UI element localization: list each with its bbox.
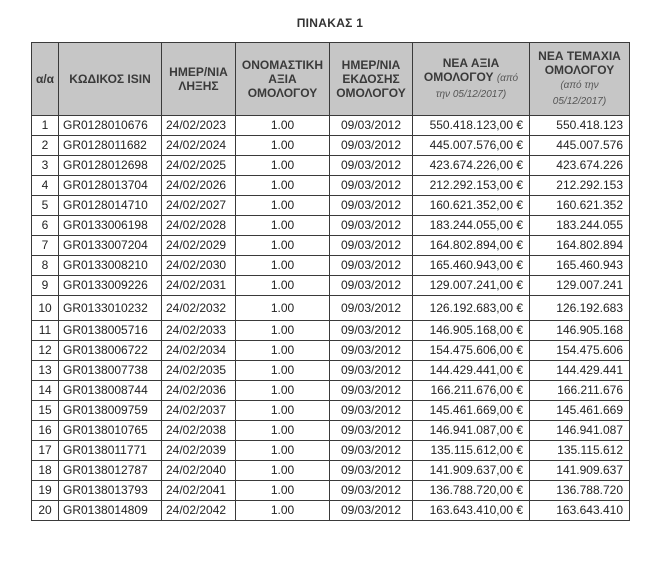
issue-date-cell: 09/03/2012 [330, 196, 413, 216]
header-new-units [530, 43, 630, 116]
header-index [32, 43, 59, 116]
new-units-cell: 135.115.612 [530, 441, 630, 461]
header-isin-label: ΚΩΔΙΚΟΣ ISIN [69, 72, 151, 86]
nominal-value-cell: 1.00 [236, 116, 330, 136]
header-maturity-label: ΗΜΕΡ/ΝΙΑ ΛΗΞΗΣ [169, 65, 228, 93]
header-index-label: α/α [35, 72, 55, 86]
table-row [32, 441, 630, 461]
maturity-date-cell: 24/02/2033 [162, 321, 236, 341]
isin-cell: GR0138014809 [59, 501, 162, 521]
nominal-value-cell: 1.00 [236, 481, 330, 501]
new-value-cell: 135.115.612,00 € [413, 441, 530, 461]
issue-date-cell: 09/03/2012 [330, 441, 413, 461]
isin-cell: GR0128014710 [59, 196, 162, 216]
header-nominal-value [236, 43, 330, 116]
maturity-date-cell: 24/02/2028 [162, 216, 236, 236]
table-row [32, 116, 630, 136]
issue-date-cell: 09/03/2012 [330, 116, 413, 136]
isin-cell: GR0138008744 [59, 381, 162, 401]
maturity-date-cell: 24/02/2034 [162, 341, 236, 361]
maturity-date-cell: 24/02/2040 [162, 461, 236, 481]
issue-date-cell: 09/03/2012 [330, 156, 413, 176]
new-value-cell: 423.674.226,00 € [413, 156, 530, 176]
table-row [32, 156, 630, 176]
maturity-date-cell: 24/02/2027 [162, 196, 236, 216]
row-index: 9 [32, 276, 59, 296]
header-new-units-label: ΝΕΑ ΤΕΜΑΧΙΑ ΟΜΟΛΟΓΟΥ [538, 49, 621, 77]
issue-date-cell: 09/03/2012 [330, 296, 413, 321]
new-units-cell: 145.461.669 [530, 401, 630, 421]
row-index: 10 [32, 296, 59, 321]
table-row [32, 276, 630, 296]
nominal-value-cell: 1.00 [236, 501, 330, 521]
new-units-cell: 165.460.943 [530, 256, 630, 276]
table-row [32, 176, 630, 196]
row-index: 18 [32, 461, 59, 481]
isin-cell: GR0128013704 [59, 176, 162, 196]
maturity-date-cell: 24/02/2041 [162, 481, 236, 501]
issue-date-cell: 09/03/2012 [330, 256, 413, 276]
maturity-date-cell: 24/02/2035 [162, 361, 236, 381]
isin-cell: GR0138006722 [59, 341, 162, 361]
new-value-cell: 166.211.676,00 € [413, 381, 530, 401]
new-value-cell: 212.292.153,00 € [413, 176, 530, 196]
new-units-cell: 423.674.226 [530, 156, 630, 176]
table-row [32, 341, 630, 361]
new-units-cell: 141.909.637 [530, 461, 630, 481]
nominal-value-cell: 1.00 [236, 321, 330, 341]
nominal-value-cell: 1.00 [236, 256, 330, 276]
new-value-cell: 145.461.669,00 € [413, 401, 530, 421]
nominal-value-cell: 1.00 [236, 156, 330, 176]
new-units-cell: 183.244.055 [530, 216, 630, 236]
header-row [32, 43, 630, 116]
issue-date-cell: 09/03/2012 [330, 341, 413, 361]
row-index: 15 [32, 401, 59, 421]
isin-cell: GR0133006198 [59, 216, 162, 236]
row-index: 16 [32, 421, 59, 441]
new-units-cell: 445.007.576 [530, 136, 630, 156]
table-row [32, 216, 630, 236]
table-row [32, 461, 630, 481]
new-value-cell: 144.429.441,00 € [413, 361, 530, 381]
new-units-cell: 154.475.606 [530, 341, 630, 361]
new-value-cell: 146.905.168,00 € [413, 321, 530, 341]
nominal-value-cell: 1.00 [236, 216, 330, 236]
new-units-cell: 126.192.683 [530, 296, 630, 321]
nominal-value-cell: 1.00 [236, 461, 330, 481]
row-index: 5 [32, 196, 59, 216]
new-units-cell: 144.429.441 [530, 361, 630, 381]
issue-date-cell: 09/03/2012 [330, 216, 413, 236]
maturity-date-cell: 24/02/2025 [162, 156, 236, 176]
isin-cell: GR0128012698 [59, 156, 162, 176]
table-header [32, 43, 630, 116]
table-row [32, 421, 630, 441]
isin-cell: GR0138011771 [59, 441, 162, 461]
isin-cell: GR0138009759 [59, 401, 162, 421]
table-row [32, 236, 630, 256]
issue-date-cell: 09/03/2012 [330, 381, 413, 401]
nominal-value-cell: 1.00 [236, 276, 330, 296]
header-issue-label: ΗΜΕΡ/ΝΙΑ ΕΚΔΟΣΗΣ ΟΜΟΛΟΓΟΥ [336, 58, 406, 100]
nominal-value-cell: 1.00 [236, 296, 330, 321]
new-units-cell: 136.788.720 [530, 481, 630, 501]
maturity-date-cell: 24/02/2029 [162, 236, 236, 256]
table-row [32, 196, 630, 216]
new-value-cell: 126.192.683,00 € [413, 296, 530, 321]
isin-cell: GR0128010676 [59, 116, 162, 136]
row-index: 14 [32, 381, 59, 401]
table-row [32, 401, 630, 421]
row-index: 7 [32, 236, 59, 256]
issue-date-cell: 09/03/2012 [330, 136, 413, 156]
isin-cell: GR0138012787 [59, 461, 162, 481]
new-value-cell: 165.460.943,00 € [413, 256, 530, 276]
issue-date-cell: 09/03/2012 [330, 361, 413, 381]
new-value-cell: 550.418.123,00 € [413, 116, 530, 136]
issue-date-cell: 09/03/2012 [330, 501, 413, 521]
isin-cell: GR0133008210 [59, 256, 162, 276]
table-row [32, 501, 630, 521]
new-units-cell: 164.802.894 [530, 236, 630, 256]
header-new-value-note: (από την 05/12/2017) [435, 73, 519, 100]
isin-cell: GR0138007738 [59, 361, 162, 381]
table-row [32, 361, 630, 381]
row-index: 17 [32, 441, 59, 461]
new-units-cell: 166.211.676 [530, 381, 630, 401]
issue-date-cell: 09/03/2012 [330, 276, 413, 296]
table-row [32, 481, 630, 501]
issue-date-cell: 09/03/2012 [330, 176, 413, 196]
issue-date-cell: 09/03/2012 [330, 421, 413, 441]
maturity-date-cell: 24/02/2023 [162, 116, 236, 136]
isin-cell: GR0128011682 [59, 136, 162, 156]
isin-cell: GR0138013793 [59, 481, 162, 501]
isin-cell: GR0133007204 [59, 236, 162, 256]
row-index: 20 [32, 501, 59, 521]
issue-date-cell: 09/03/2012 [330, 461, 413, 481]
header-issue-date [330, 43, 413, 116]
new-units-cell: 129.007.241 [530, 276, 630, 296]
isin-cell: GR0138005716 [59, 321, 162, 341]
issue-date-cell: 09/03/2012 [330, 401, 413, 421]
issue-date-cell: 09/03/2012 [330, 236, 413, 256]
maturity-date-cell: 24/02/2030 [162, 256, 236, 276]
new-units-cell: 163.643.410 [530, 501, 630, 521]
table-body [32, 116, 630, 521]
maturity-date-cell: 24/02/2038 [162, 421, 236, 441]
row-index: 4 [32, 176, 59, 196]
new-units-cell: 146.905.168 [530, 321, 630, 341]
nominal-value-cell: 1.00 [236, 176, 330, 196]
table-row [32, 136, 630, 156]
nominal-value-cell: 1.00 [236, 361, 330, 381]
nominal-value-cell: 1.00 [236, 341, 330, 361]
header-new-units-note: (από την 05/12/2017) [552, 80, 607, 107]
header-isin [59, 43, 162, 116]
new-value-cell: 445.007.576,00 € [413, 136, 530, 156]
new-value-cell: 154.475.606,00 € [413, 341, 530, 361]
table-row [32, 321, 630, 341]
nominal-value-cell: 1.00 [236, 196, 330, 216]
table-row [32, 381, 630, 401]
isin-cell: GR0138010765 [59, 421, 162, 441]
new-units-cell: 550.418.123 [530, 116, 630, 136]
nominal-value-cell: 1.00 [236, 441, 330, 461]
new-value-cell: 163.643.410,00 € [413, 501, 530, 521]
maturity-date-cell: 24/02/2037 [162, 401, 236, 421]
maturity-date-cell: 24/02/2039 [162, 441, 236, 461]
row-index: 2 [32, 136, 59, 156]
new-units-cell: 160.621.352 [530, 196, 630, 216]
header-maturity-date [162, 43, 236, 116]
issue-date-cell: 09/03/2012 [330, 481, 413, 501]
row-index: 3 [32, 156, 59, 176]
maturity-date-cell: 24/02/2031 [162, 276, 236, 296]
nominal-value-cell: 1.00 [236, 236, 330, 256]
new-value-cell: 164.802.894,00 € [413, 236, 530, 256]
header-nominal-label: ΟΝΟΜΑΣΤΙΚΗ ΑΞΙΑ ΟΜΟΛΟΓΟΥ [241, 58, 324, 100]
row-index: 19 [32, 481, 59, 501]
new-value-cell: 141.909.637,00 € [413, 461, 530, 481]
row-index: 11 [32, 321, 59, 341]
maturity-date-cell: 24/02/2026 [162, 176, 236, 196]
row-index: 8 [32, 256, 59, 276]
row-index: 13 [32, 361, 59, 381]
new-units-cell: 212.292.153 [530, 176, 630, 196]
maturity-date-cell: 24/02/2042 [162, 501, 236, 521]
new-value-cell: 183.244.055,00 € [413, 216, 530, 236]
new-value-cell: 146.941.087,00 € [413, 421, 530, 441]
new-units-cell: 146.941.087 [530, 421, 630, 441]
row-index: 6 [32, 216, 59, 236]
nominal-value-cell: 1.00 [236, 136, 330, 156]
header-new-value-label: ΝΕΑ ΑΞΙΑ ΟΜΟΛΟΓΟΥ [423, 56, 500, 84]
table-caption: ΠΙΝΑΚΑΣ 1 [296, 16, 364, 30]
isin-cell: GR0133010232 [59, 296, 162, 321]
maturity-date-cell: 24/02/2036 [162, 381, 236, 401]
header-new-value [413, 43, 530, 116]
issue-date-cell: 09/03/2012 [330, 321, 413, 341]
new-value-cell: 160.621.352,00 € [413, 196, 530, 216]
row-index: 1 [32, 116, 59, 136]
nominal-value-cell: 1.00 [236, 401, 330, 421]
table-row [32, 256, 630, 276]
row-index: 12 [32, 341, 59, 361]
new-value-cell: 136.788.720,00 € [413, 481, 530, 501]
isin-cell: GR0133009226 [59, 276, 162, 296]
maturity-date-cell: 24/02/2032 [162, 296, 236, 321]
table-row [32, 296, 630, 321]
nominal-value-cell: 1.00 [236, 421, 330, 441]
bonds-table [31, 42, 630, 521]
nominal-value-cell: 1.00 [236, 381, 330, 401]
maturity-date-cell: 24/02/2024 [162, 136, 236, 156]
new-value-cell: 129.007.241,00 € [413, 276, 530, 296]
